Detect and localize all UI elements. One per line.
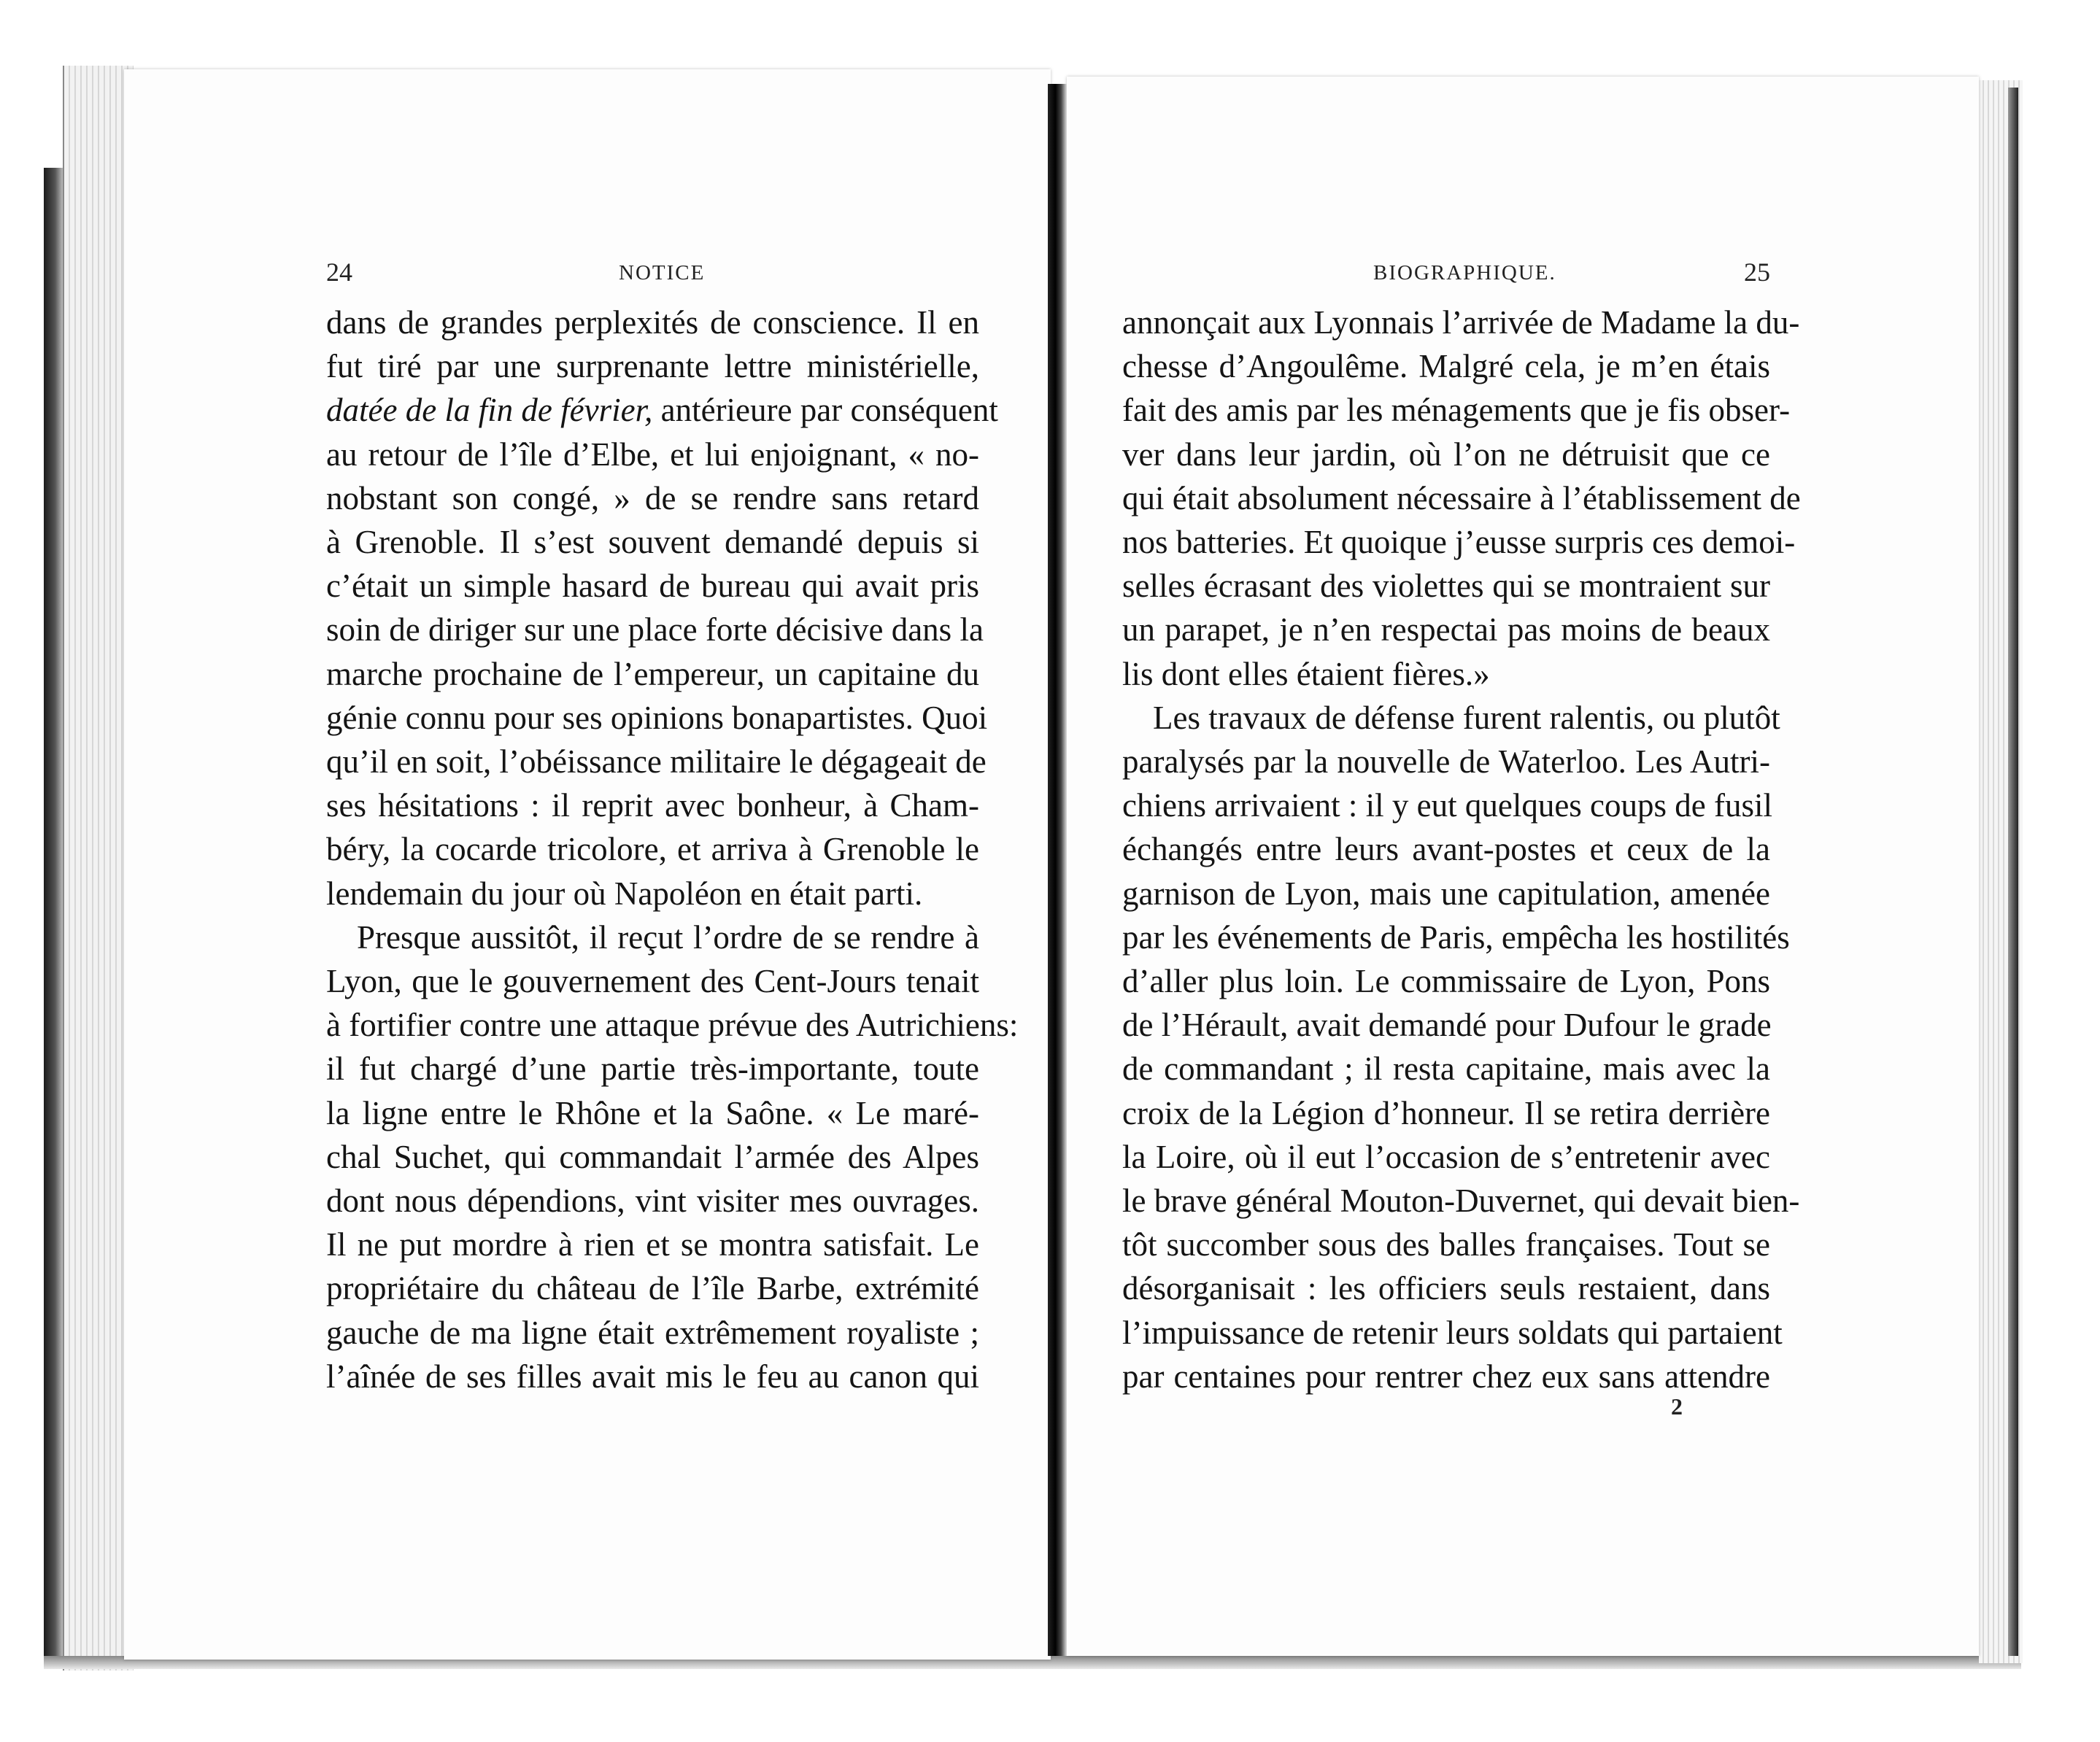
text-line: le brave général Mouton-Duvernet, qui devait bien- <box>1122 1182 1800 1220</box>
text-fragment: antérieure par conséquent <box>652 392 998 429</box>
text-line: la ligne entre le Rhône et la Saône. « Le maré- <box>326 1094 979 1131</box>
text-line: l’impuissance de retenir leurs soldats qui partaient <box>1122 1314 1783 1351</box>
text-line: au retour de l’île d’Elbe, et lui enjoignant, « no- <box>326 436 979 473</box>
text-line: chiens arrivaient : il y eut quelques coups de fusil <box>1122 787 1773 824</box>
text-line: échangés entre leurs avant-postes et ceux de la <box>1122 831 1770 868</box>
paragraph-end-line: lis dont elles étaient fières.» <box>1122 655 1490 692</box>
text-line: ver dans leur jardin, où l’on ne détruisit que ce <box>1122 436 1770 473</box>
text-line: dans de grandes perplexités de conscience. Il en <box>326 304 979 341</box>
book-cover-edge-left <box>44 168 63 1663</box>
text-line: un parapet, je n’en respectai pas moins de beaux <box>1122 611 1770 649</box>
right-running-head: BIOGRAPHIQUE. <box>1373 261 1556 284</box>
text-line: fut tiré par une surprenante lettre ministérielle, <box>326 348 979 385</box>
right-page-number: 25 <box>1744 258 1770 287</box>
left-running-head: NOTICE <box>619 261 706 284</box>
text-line: Lyon, que le gouvernement des Cent-Jours tenait <box>326 963 979 1000</box>
paragraph-first-line: Les travaux de défense furent ralentis, ou plutôt <box>1153 699 1780 736</box>
text-line: croix de la Légion d’honneur. Il se retira derrière <box>1122 1094 1770 1131</box>
text-line: fait des amis par les ménagements que je fis obser- <box>1122 392 1791 429</box>
text-line: propriétaire du château de l’île Barbe, extrémité <box>326 1270 979 1307</box>
text-line: qu’il en soit, l’obéissance militaire le dégageait de <box>326 743 987 781</box>
text-line: par centaines pour rentrer chez eux sans attendre <box>1122 1358 1770 1395</box>
text-line: chesse d’Angoulême. Malgré cela, je m’en étais <box>1122 348 1770 385</box>
signature-mark: 2 <box>1671 1393 1683 1420</box>
text-line: qui était absolument nécessaire à l’établissement de <box>1122 479 1801 516</box>
text-line: selles écrasant des violettes qui se montraient sur <box>1122 568 1770 605</box>
text-line: nobstant son congé, » de se rendre sans retard <box>326 479 979 516</box>
book-cover-edge-right <box>2008 88 2018 1656</box>
text-line: de l’Hérault, avait demandé pour Dufour le grade <box>1122 1007 1772 1044</box>
text-line: annonçait aux Lyonnais l’arrivée de Madame la du- <box>1122 304 1800 341</box>
text-line: il fut chargé d’une partie très-importante, toute <box>326 1050 979 1088</box>
text-line: l’aînée de ses filles avait mis le feu au canon qui <box>326 1358 979 1395</box>
text-line: la Loire, où il eut l’occasion de s’entretenir avec <box>1122 1138 1770 1175</box>
text-line: Il ne put mordre à rien et se montra satisfait. Le <box>326 1226 979 1263</box>
text-line <box>326 388 998 432</box>
right-page-body <box>1122 301 1801 1398</box>
italic-phrase: datée de la fin de février, <box>326 392 653 429</box>
text-line: tôt succomber sous des balles françaises. Tout se <box>1122 1226 1770 1263</box>
paragraph-first-line: Presque aussitôt, il reçut l’ordre de se rendre à <box>357 918 979 956</box>
text-line: soin de diriger sur une place forte décisive dans la <box>326 611 984 649</box>
paragraph-end-line: lendemain du jour où Napoléon en était parti. <box>326 875 923 912</box>
text-line: garnison de Lyon, mais une capitulation, amenée <box>1122 875 1770 912</box>
text-line: de commandant ; il resta capitaine, mais avec la <box>1122 1050 1770 1088</box>
book-gutter <box>1048 84 1067 1656</box>
text-line: paralysés par la nouvelle de Waterloo. Les Autri- <box>1122 743 1770 781</box>
text-line: béry, la cocarde tricolore, et arriva à Grenoble le <box>326 831 979 868</box>
text-line: dont nous dépendions, vint visiter mes ouvrages. <box>326 1182 979 1220</box>
left-page-body <box>326 301 1019 1398</box>
text-line: gauche de ma ligne était extrêmement royaliste ; <box>326 1314 979 1351</box>
left-page-number: 24 <box>326 258 352 287</box>
text-line: d’aller plus loin. Le commissaire de Lyon, Pons <box>1122 963 1770 1000</box>
text-line: génie connu pour ses opinions bonapartistes. Quoi <box>326 699 988 736</box>
text-line: désorganisait : les officiers seuls restaient, dans <box>1122 1270 1770 1307</box>
text-line: à fortifier contre une attaque prévue des Autrichiens: <box>326 1007 1019 1044</box>
text-line: chal Suchet, qui commandait l’armée des Alpes <box>326 1138 979 1175</box>
text-line: par les événements de Paris, empêcha les hostilités <box>1122 918 1790 956</box>
page-stack-left <box>63 66 134 1671</box>
text-line: ses hésitations : il reprit avec bonheur, à Cham- <box>326 787 979 824</box>
text-line: nos batteries. Et quoique j’eusse surpris ces demoi- <box>1122 524 1796 561</box>
text-line: marche prochaine de l’empereur, un capitaine du <box>326 655 979 692</box>
text-line: à Grenoble. Il s’est souvent demandé depuis si <box>326 524 979 561</box>
text-line: c’était un simple hasard de bureau qui avait pris <box>326 568 979 605</box>
